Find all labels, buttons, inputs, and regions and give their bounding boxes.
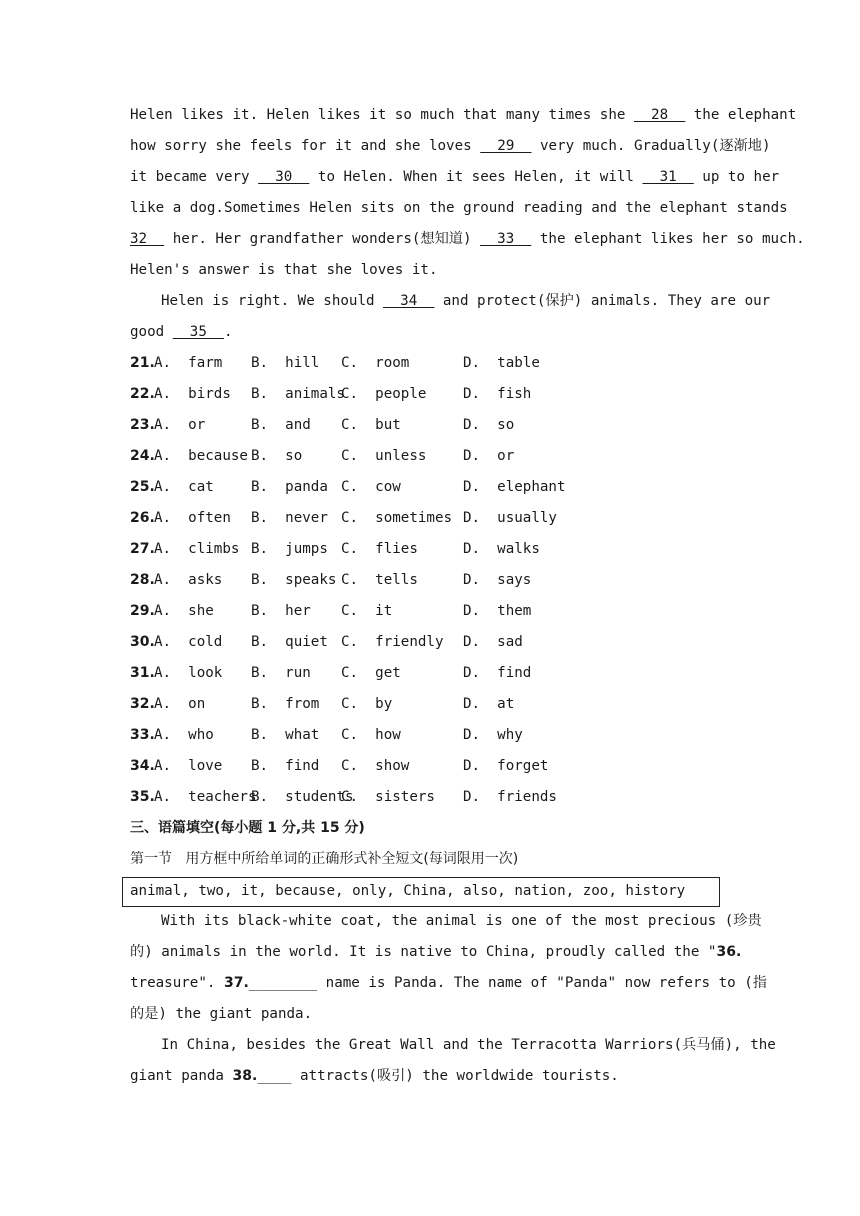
answer-blank-38[interactable]: ____	[257, 1068, 292, 1084]
question-row	[130, 534, 730, 565]
option-d[interactable]: D. find	[463, 665, 532, 681]
question-number: 29.	[130, 603, 155, 619]
option-b[interactable]: B. what	[251, 727, 320, 743]
option-d[interactable]: D. them	[463, 603, 532, 619]
option-b[interactable]: B. jumps	[251, 541, 328, 557]
option-c[interactable]: C. room	[341, 355, 410, 371]
question-number: 31.	[130, 665, 155, 681]
option-d[interactable]: D. at	[463, 696, 515, 712]
passage-line: good 35 .	[130, 324, 233, 340]
question-row	[130, 658, 730, 689]
question-number: 30.	[130, 634, 155, 650]
question-row	[130, 627, 730, 658]
option-d[interactable]: D. why	[463, 727, 523, 743]
question-number: 33.	[130, 727, 155, 743]
passage-line: In China, besides the Great Wall and the Terracotta Warriors(兵马俑), the	[161, 1037, 776, 1053]
option-b[interactable]: B. her	[251, 603, 311, 619]
option-a[interactable]: A. teachers	[154, 789, 257, 805]
option-c[interactable]: C. it	[341, 603, 393, 619]
option-d[interactable]: D. so	[463, 417, 515, 433]
option-c[interactable]: C. show	[341, 758, 410, 774]
option-d[interactable]: D. or	[463, 448, 515, 464]
passage-line: 32 her. Her grandfather wonders(想知道) 33 the elephant likes her so much.	[130, 231, 805, 247]
option-d[interactable]: D. walks	[463, 541, 540, 557]
option-b[interactable]: B. quiet	[251, 634, 328, 650]
question-row	[130, 441, 730, 472]
option-a[interactable]: A. or	[154, 417, 206, 433]
option-c[interactable]: C. cow	[341, 479, 401, 495]
passage-line: treasure". 37.________ name is Panda. The name of "Panda" now refers to (指	[130, 975, 767, 991]
question-number: 21.	[130, 355, 155, 371]
blank-number-38: 38.	[232, 1068, 258, 1084]
passage-line: 的) animals in the world. It is native to China, proudly called the "36.	[130, 944, 742, 960]
question-row	[130, 751, 730, 782]
passage-line: giant panda 38.____ attracts(吸引) the worldwide tourists.	[130, 1068, 619, 1084]
option-b[interactable]: B. find	[251, 758, 320, 774]
question-number: 32.	[130, 696, 155, 712]
passage-line: Helen's answer is that she loves it.	[130, 262, 438, 278]
option-c[interactable]: C. people	[341, 386, 427, 402]
question-row	[130, 410, 730, 441]
option-d[interactable]: D. sad	[463, 634, 523, 650]
option-a[interactable]: A. look	[154, 665, 223, 681]
question-number: 23.	[130, 417, 155, 433]
question-row	[130, 472, 730, 503]
option-a[interactable]: A. often	[154, 510, 231, 526]
question-row	[130, 782, 730, 813]
option-d[interactable]: D. fish	[463, 386, 532, 402]
option-a[interactable]: A. on	[154, 696, 206, 712]
blank-number-36: 36.	[716, 944, 742, 960]
question-row	[130, 596, 730, 627]
blank-35: 35	[172, 324, 224, 340]
blank-32: 32	[130, 231, 165, 247]
blank-33: 33	[480, 231, 532, 247]
option-b[interactable]: B. so	[251, 448, 303, 464]
option-a[interactable]: A. love	[154, 758, 223, 774]
option-d[interactable]: D. says	[463, 572, 532, 588]
option-b[interactable]: B. and	[251, 417, 311, 433]
answer-blank-37[interactable]: ________	[248, 975, 318, 991]
option-d[interactable]: D. elephant	[463, 479, 566, 495]
option-d[interactable]: D. table	[463, 355, 540, 371]
blank-34: 34	[383, 293, 435, 309]
question-number: 28.	[130, 572, 155, 588]
question-row	[130, 689, 730, 720]
passage-line: 的是) the giant panda.	[130, 1006, 313, 1022]
option-a[interactable]: A. because	[154, 448, 248, 464]
option-b[interactable]: B. students	[251, 789, 354, 805]
word-box: animal, two, it, because, only, China, also, nation, zoo, history	[122, 877, 720, 907]
question-row	[130, 720, 730, 751]
section-subheading: 第一节 用方框中所给单词的正确形式补全短文(每词限用一次)	[130, 851, 519, 867]
option-a[interactable]: A. cat	[154, 479, 214, 495]
option-a[interactable]: A. climbs	[154, 541, 240, 557]
option-c[interactable]: C. get	[341, 665, 401, 681]
option-c[interactable]: C. unless	[341, 448, 427, 464]
option-a[interactable]: A. farm	[154, 355, 223, 371]
question-number: 27.	[130, 541, 155, 557]
option-c[interactable]: C. flies	[341, 541, 418, 557]
option-c[interactable]: C. sometimes	[341, 510, 453, 526]
option-d[interactable]: D. usually	[463, 510, 557, 526]
option-b[interactable]: B. never	[251, 510, 328, 526]
option-c[interactable]: C. friendly	[341, 634, 444, 650]
blank-28: 28	[633, 107, 686, 123]
option-b[interactable]: B. speaks	[251, 572, 337, 588]
blank-number-37: 37.	[223, 975, 249, 991]
question-row	[130, 348, 730, 379]
option-a[interactable]: A. asks	[154, 572, 223, 588]
passage-line: how sorry she feels for it and she loves 29 very much. Gradually(逐渐地)	[130, 138, 771, 154]
option-b[interactable]: B. from	[251, 696, 320, 712]
passage-line: Helen likes it. Helen likes it so much that many times she 28 the elephant	[130, 107, 797, 123]
option-b[interactable]: B. panda	[251, 479, 328, 495]
question-row	[130, 503, 730, 534]
option-c[interactable]: C. tells	[341, 572, 418, 588]
question-number: 25.	[130, 479, 155, 495]
passage-line: Helen is right. We should 34 and protect(保护) animals. They are our	[161, 293, 771, 309]
passage-line: With its black-white coat, the animal is one of the most precious (珍贵	[161, 913, 762, 929]
question-number: 22.	[130, 386, 155, 402]
option-d[interactable]: D. forget	[463, 758, 549, 774]
passage-line: like a dog.Sometimes Helen sits on the ground reading and the elephant stands	[130, 200, 788, 216]
option-b[interactable]: B. animals	[251, 386, 345, 402]
question-number: 24.	[130, 448, 155, 464]
option-c[interactable]: C. sisters	[341, 789, 435, 805]
option-c[interactable]: C. how	[341, 727, 401, 743]
option-a[interactable]: A. she	[154, 603, 214, 619]
option-c[interactable]: C. but	[341, 417, 401, 433]
option-b[interactable]: B. hill	[251, 355, 320, 371]
question-number: 34.	[130, 758, 155, 774]
blank-31: 31	[642, 169, 694, 185]
option-a[interactable]: A. cold	[154, 634, 223, 650]
option-c[interactable]: C. by	[341, 696, 393, 712]
question-row	[130, 379, 730, 410]
blank-30: 30	[258, 169, 310, 185]
passage-line: it became very 30 to Helen. When it sees Helen, it will 31 up to her	[130, 169, 780, 185]
question-number: 35.	[130, 789, 155, 805]
question-number: 26.	[130, 510, 155, 526]
question-row	[130, 565, 730, 596]
option-a[interactable]: A. birds	[154, 386, 231, 402]
option-b[interactable]: B. run	[251, 665, 311, 681]
blank-29: 29	[480, 138, 532, 154]
section-heading: 三、语篇填空(每小题 1 分,共 15 分)	[130, 820, 365, 836]
option-a[interactable]: A. who	[154, 727, 214, 743]
option-d[interactable]: D. friends	[463, 789, 557, 805]
